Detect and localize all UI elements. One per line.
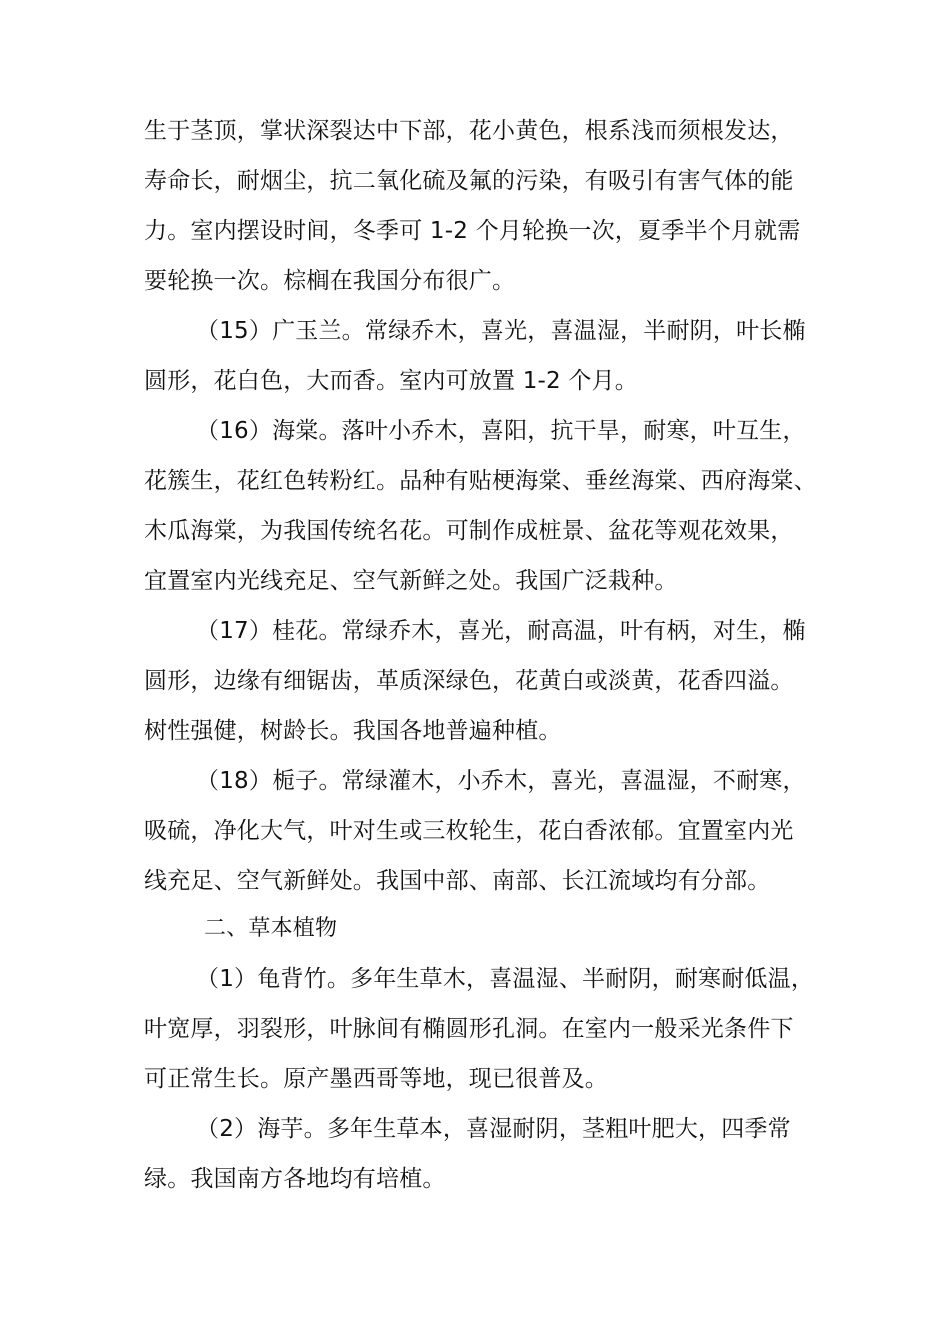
text-line: 吸硫，净化大气，叶对生或三枚轮生，花白香浓郁。宜置室内光 — [144, 818, 794, 844]
paragraph-start: （1）龟背竹。多年生草木，喜温湿、半耐阴，耐寒耐低温， — [196, 966, 815, 992]
paragraph-start: （18）栀子。常绿灌木，小乔木，喜光，喜温湿，不耐寒， — [196, 768, 806, 794]
text-line: 树性强健，树龄长。我国各地普遍种植。 — [144, 718, 562, 744]
section-heading: 二、草本植物 — [204, 916, 338, 941]
text-line: 寿命长，耐烟尘，抗二氧化硫及氟的污染，有吸引有害气体的能 — [144, 168, 794, 194]
text-line: 线充足、空气新鲜处。我国中部、南部、长江流域均有分部。 — [144, 868, 771, 894]
paragraph-start: （2）海芋。多年生草本，喜湿耐阴，茎粗叶肥大，四季常 — [196, 1116, 791, 1142]
text-line: 叶宽厚，羽裂形，叶脉间有椭圆形孔洞。在室内一般采光条件下 — [144, 1016, 794, 1042]
text-line: 力。室内摆设时间，冬季可 1-2 个月轮换一次，夏季半个月就需 — [144, 218, 801, 244]
text-line: 生于茎顶，掌状深裂达中下部，花小黄色，根系浅而须根发达， — [144, 118, 794, 144]
text-line: 木瓜海棠，为我国传统名花。可制作成桩景、盆花等观花效果， — [144, 518, 794, 544]
text-line: 宜置室内光线充足、空气新鲜之处。我国广泛栽种。 — [144, 568, 678, 594]
text-line: 要轮换一次。棕榈在我国分布很广。 — [144, 268, 516, 294]
text-line: 圆形，边缘有细锯齿，革质深绿色，花黄白或淡黄，花香四溢。 — [144, 668, 794, 694]
paragraph-start: （16）海棠。落叶小乔木，喜阳，抗干旱，耐寒，叶互生， — [196, 418, 806, 444]
text-line: 圆形，花白色，大而香。室内可放置 1-2 个月。 — [144, 368, 638, 394]
text-line: 花簇生，花红色转粉红。品种有贴梗海棠、垂丝海棠、西府海棠、 — [144, 468, 817, 494]
text-line: 可正常生长。原产墨西哥等地，现已很普及。 — [144, 1066, 608, 1092]
paragraph-start: （17）桂花。常绿乔木，喜光，耐高温，叶有柄，对生，椭 — [196, 618, 806, 644]
text-line: 绿。我国南方各地均有培植。 — [144, 1166, 446, 1192]
paragraph-start: （15）广玉兰。常绿乔木，喜光，喜温湿，半耐阴，叶长椭 — [196, 318, 806, 344]
